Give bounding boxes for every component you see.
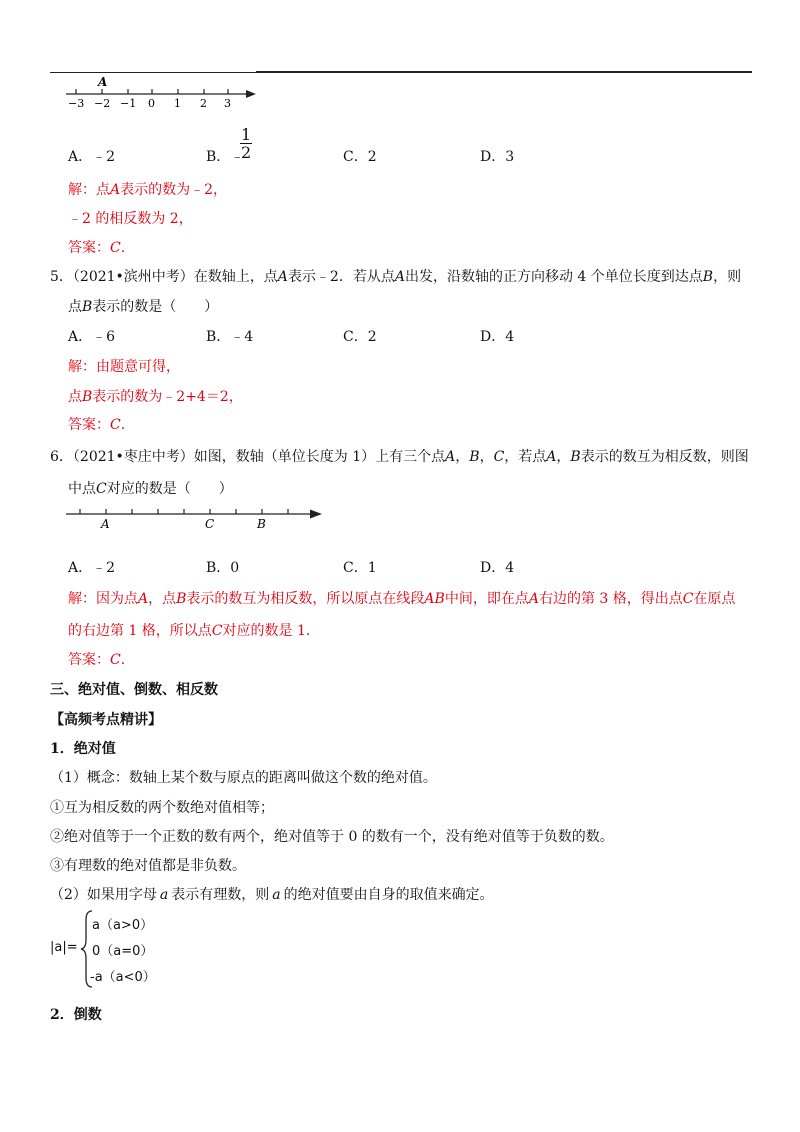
text: 答案： bbox=[68, 417, 110, 433]
text: 5．（2021•滨州中考）在数轴上，点 bbox=[50, 269, 278, 285]
var: C bbox=[110, 240, 121, 256]
q4-number-line bbox=[60, 72, 270, 112]
text: 的绝对值要由自身的取值来确定。 bbox=[283, 887, 494, 903]
q4-option-d: D．3 bbox=[480, 149, 515, 165]
var: B bbox=[82, 389, 93, 405]
var: A bbox=[546, 449, 557, 465]
q6-question-line2 bbox=[68, 478, 233, 498]
text: 表示的数互为相反数，则图 bbox=[580, 449, 749, 465]
formula-case3: -a（a<0） bbox=[90, 970, 156, 985]
q4-fraction-numerator: 1 bbox=[241, 125, 252, 144]
q6-option-b: B．0 bbox=[206, 560, 240, 576]
q6-solution-line1 bbox=[68, 588, 735, 608]
q6-number-line bbox=[60, 500, 330, 532]
concept-line: （1）概念：数轴上某个数与原点的距离叫做这个数的绝对值。 bbox=[50, 770, 437, 786]
q4-tick-label: 1 bbox=[174, 97, 181, 110]
q4-option-b-prefix: B．﹣ bbox=[206, 149, 245, 165]
var: B bbox=[570, 449, 581, 465]
q5-solution-line1: 解：由题意可得， bbox=[68, 359, 180, 375]
q4-option-c: C．2 bbox=[343, 149, 377, 165]
var: A bbox=[394, 269, 405, 285]
text: 表示有理数，则 bbox=[171, 887, 270, 903]
text: 点 bbox=[68, 299, 82, 315]
q5-question-line2 bbox=[68, 296, 218, 316]
text: 表示的数互为相反数，所以原点在线段 bbox=[186, 591, 425, 607]
text: ， bbox=[455, 449, 470, 465]
q5-option-b: B．﹣4 bbox=[206, 329, 254, 345]
text: ， bbox=[556, 449, 571, 465]
point-1: ①互为相反数的两个数绝对值相等； bbox=[50, 800, 274, 816]
text: . bbox=[120, 417, 126, 433]
text: 右边的第 3 格，得出点 bbox=[538, 591, 683, 607]
q6-solution-line2 bbox=[68, 620, 310, 640]
text: 解：因为点 bbox=[68, 591, 138, 607]
header-rule-right bbox=[256, 71, 752, 73]
q6-answer bbox=[68, 649, 125, 669]
text: . bbox=[120, 652, 126, 668]
item1-heading: 1．绝对值 bbox=[50, 741, 116, 757]
var: A bbox=[445, 449, 456, 465]
var: a bbox=[272, 887, 281, 903]
text: 解：点 bbox=[68, 182, 110, 198]
q5-option-c: C．2 bbox=[343, 329, 377, 345]
q4-tick-label: 2 bbox=[200, 97, 207, 110]
formula-case2: 0（a=0） bbox=[92, 944, 154, 959]
q5-answer bbox=[68, 414, 125, 434]
text: 答案： bbox=[68, 240, 110, 256]
q5-question-line1 bbox=[50, 266, 741, 286]
text: . bbox=[120, 240, 126, 256]
var: B bbox=[702, 269, 714, 285]
text: 中点 bbox=[68, 481, 96, 497]
text: 表示的数是（ ） bbox=[92, 299, 219, 315]
q4-tick-label: −2 bbox=[94, 97, 111, 110]
q4-point-a-label: A bbox=[98, 75, 108, 89]
q6-option-c: C．1 bbox=[343, 560, 377, 576]
q4-option-b-fraction bbox=[240, 126, 252, 161]
var: C bbox=[110, 417, 121, 433]
q6-option-a: A．﹣2 bbox=[68, 560, 116, 576]
var: A bbox=[110, 182, 121, 198]
q4-answer bbox=[68, 237, 125, 257]
q4-fraction-denominator: 2 bbox=[241, 143, 252, 162]
q4-option-a: A．﹣2 bbox=[68, 149, 116, 165]
var: C bbox=[96, 481, 107, 497]
abs-value-formula bbox=[50, 908, 190, 990]
q4-solution-line1 bbox=[68, 179, 227, 199]
text: 对应的数是 1. bbox=[222, 623, 311, 639]
q5-option-a: A．﹣6 bbox=[68, 329, 116, 345]
text: ，点 bbox=[148, 591, 177, 607]
item2-heading: 2．倒数 bbox=[50, 1007, 102, 1023]
point-3: ③有理数的绝对值都是非负数。 bbox=[50, 858, 246, 874]
q5-solution-line2 bbox=[68, 386, 243, 406]
text: 点 bbox=[68, 389, 82, 405]
formula-case1: a（a>0） bbox=[92, 918, 154, 933]
q6-point-a-label: A bbox=[101, 517, 110, 531]
text: 表示的数为﹣2， bbox=[120, 182, 228, 198]
q4-tick-label: 0 bbox=[148, 97, 155, 110]
text: 的右边第 1 格，所以点 bbox=[68, 623, 212, 639]
q6-point-b-label: B bbox=[257, 517, 266, 531]
var: B bbox=[469, 449, 480, 465]
point-4 bbox=[50, 884, 494, 904]
var: B bbox=[176, 591, 187, 607]
var: AB bbox=[424, 591, 445, 607]
text: 对应的数是（ ） bbox=[106, 481, 233, 497]
var: B bbox=[82, 299, 93, 315]
var: A bbox=[528, 591, 539, 607]
text: 6．（2021•枣庄中考）如图，数轴（单位长度为 1）上有三个点 bbox=[50, 449, 446, 465]
var: C bbox=[110, 652, 121, 668]
var: C bbox=[682, 591, 694, 607]
var: a bbox=[159, 887, 169, 903]
q6-option-d: D．4 bbox=[480, 560, 515, 576]
text: ，则 bbox=[713, 269, 742, 285]
text: 中间，即在点 bbox=[444, 591, 529, 607]
text: （2）如果用字母 bbox=[50, 887, 157, 903]
var: A bbox=[138, 591, 149, 607]
text: ， bbox=[479, 449, 494, 465]
text: 表示﹣2．若从点 bbox=[287, 269, 395, 285]
section-subheading: 【高频考点精讲】 bbox=[50, 712, 162, 728]
var: C bbox=[493, 449, 505, 465]
text: 答案： bbox=[68, 652, 110, 668]
q6-question-line1 bbox=[50, 446, 749, 466]
q4-solution-line2: ﹣2 的相反数为 2， bbox=[68, 211, 193, 227]
point-2: ②绝对值等于一个正数的数有两个，绝对值等于 0 的数有一个，没有绝对值等于负数的数。 bbox=[50, 829, 614, 845]
formula-lhs: |a|= bbox=[50, 940, 78, 955]
q6-point-c-label: C bbox=[205, 517, 215, 531]
q4-tick-label: −1 bbox=[120, 97, 137, 110]
text: 出发，沿数轴的正方向移动 4 个单位长度到达点 bbox=[404, 269, 703, 285]
section-heading: 三、绝对值、倒数、相反数 bbox=[50, 682, 218, 698]
text: 表示的数为﹣2+4＝2， bbox=[92, 389, 243, 405]
q4-tick-label: 3 bbox=[224, 97, 231, 110]
var: C bbox=[211, 623, 223, 639]
var: A bbox=[277, 269, 288, 285]
q5-option-d: D．4 bbox=[480, 329, 515, 345]
q4-tick-label: −3 bbox=[68, 97, 85, 110]
text: 在原点 bbox=[693, 591, 736, 607]
text: ，若点 bbox=[504, 449, 547, 465]
